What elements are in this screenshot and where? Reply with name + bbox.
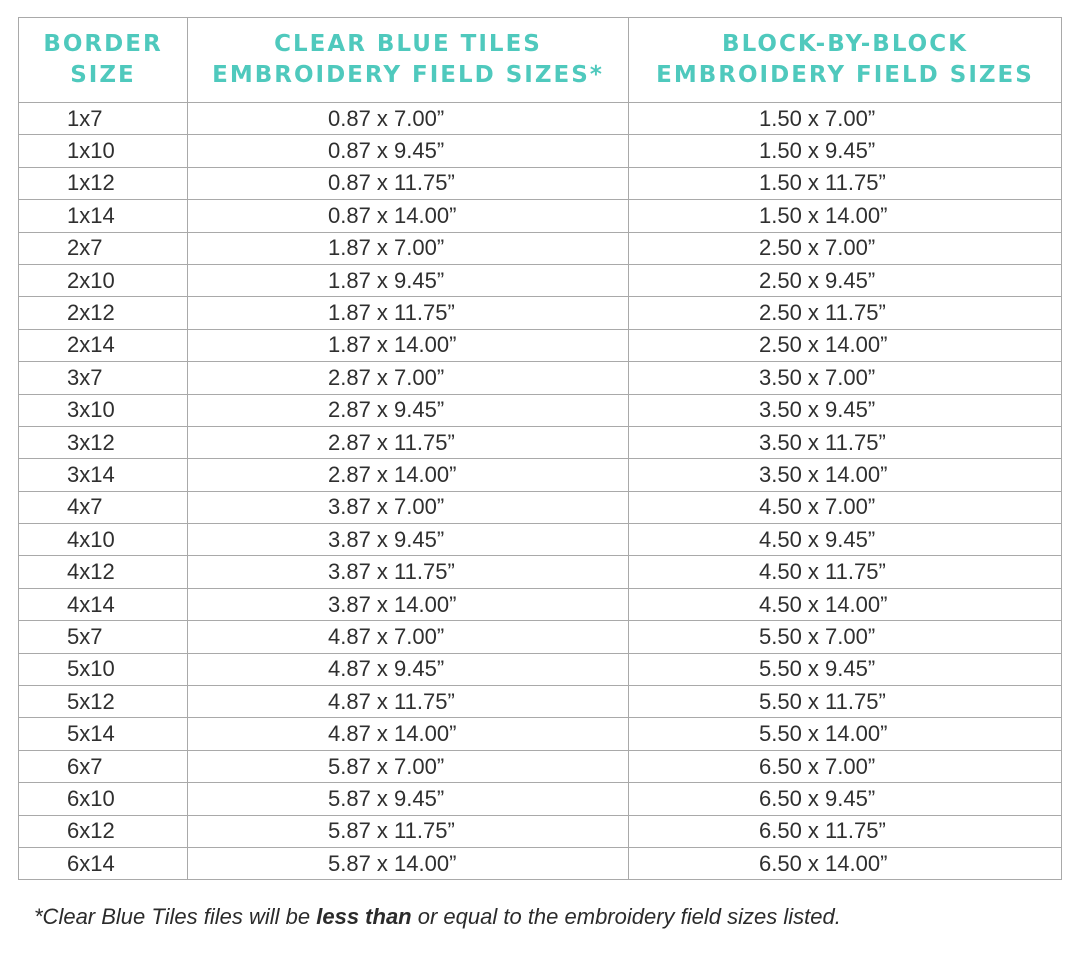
border-size-cell: 6x14 [19,847,188,879]
footnote-emphasis: less than [316,904,412,929]
table-row [19,815,1062,847]
border-size-cell: 4x12 [19,556,188,588]
table-row [19,167,1062,199]
block-by-block-size-cell: 2.50 x 11.75” [629,297,1062,329]
border-size-cell: 5x10 [19,653,188,685]
border-size-cell: 3x12 [19,426,188,458]
clear-blue-size-cell: 2.87 x 11.75” [188,426,629,458]
block-by-block-size-cell: 6.50 x 11.75” [629,815,1062,847]
clear-blue-size-cell: 0.87 x 14.00” [188,200,629,232]
block-by-block-size-cell: 2.50 x 14.00” [629,329,1062,361]
header-clear-blue-line2: EMBROIDERY FIELD SIZES* [212,62,604,88]
border-size-cell: 1x12 [19,167,188,199]
clear-blue-size-cell: 5.87 x 11.75” [188,815,629,847]
block-by-block-size-cell: 4.50 x 14.00” [629,588,1062,620]
table-row [19,362,1062,394]
clear-blue-size-cell: 0.87 x 11.75” [188,167,629,199]
clear-blue-size-cell: 1.87 x 11.75” [188,297,629,329]
clear-blue-size-cell: 4.87 x 9.45” [188,653,629,685]
table-row [19,103,1062,135]
clear-blue-size-cell: 0.87 x 9.45” [188,135,629,167]
block-by-block-size-cell: 6.50 x 7.00” [629,750,1062,782]
border-size-cell: 5x7 [19,621,188,653]
table-row [19,621,1062,653]
border-size-cell: 2x10 [19,264,188,296]
border-size-cell: 6x10 [19,783,188,815]
clear-blue-size-cell: 3.87 x 9.45” [188,524,629,556]
block-by-block-size-cell: 5.50 x 9.45” [629,653,1062,685]
table-body [19,103,1062,880]
block-by-block-size-cell: 6.50 x 14.00” [629,847,1062,879]
border-size-cell: 4x14 [19,588,188,620]
footnote [34,904,841,930]
clear-blue-size-cell: 2.87 x 14.00” [188,459,629,491]
block-by-block-size-cell: 1.50 x 7.00” [629,103,1062,135]
size-chart [18,17,1061,880]
block-by-block-size-cell: 4.50 x 7.00” [629,491,1062,523]
border-size-cell: 2x7 [19,232,188,264]
border-size-cell: 6x7 [19,750,188,782]
table-row [19,297,1062,329]
header-clear-blue-tiles [188,18,629,103]
table-row [19,653,1062,685]
clear-blue-size-cell: 4.87 x 11.75” [188,686,629,718]
border-size-cell: 1x14 [19,200,188,232]
block-by-block-size-cell: 3.50 x 11.75” [629,426,1062,458]
table-row [19,847,1062,879]
table-row [19,264,1062,296]
clear-blue-size-cell: 4.87 x 7.00” [188,621,629,653]
border-size-cell: 3x7 [19,362,188,394]
block-by-block-size-cell: 4.50 x 9.45” [629,524,1062,556]
clear-blue-size-cell: 2.87 x 7.00” [188,362,629,394]
table-header-row [19,18,1062,103]
table-row [19,394,1062,426]
border-size-cell: 6x12 [19,815,188,847]
embroidery-size-table [18,17,1062,880]
clear-blue-size-cell: 5.87 x 9.45” [188,783,629,815]
clear-blue-size-cell: 3.87 x 14.00” [188,588,629,620]
block-by-block-size-cell: 2.50 x 7.00” [629,232,1062,264]
block-by-block-size-cell: 5.50 x 7.00” [629,621,1062,653]
table-row [19,491,1062,523]
border-size-cell: 2x12 [19,297,188,329]
clear-blue-size-cell: 4.87 x 14.00” [188,718,629,750]
header-block-line1: BLOCK-BY-BLOCK [722,31,968,57]
block-by-block-size-cell: 3.50 x 14.00” [629,459,1062,491]
table-row [19,135,1062,167]
clear-blue-size-cell: 5.87 x 7.00” [188,750,629,782]
clear-blue-size-cell: 0.87 x 7.00” [188,103,629,135]
header-border-size [19,18,188,103]
border-size-cell: 2x14 [19,329,188,361]
block-by-block-size-cell: 3.50 x 7.00” [629,362,1062,394]
table-row [19,329,1062,361]
table-row [19,459,1062,491]
header-border-size-line2: SIZE [70,62,136,88]
clear-blue-size-cell: 1.87 x 7.00” [188,232,629,264]
table-row [19,783,1062,815]
clear-blue-size-cell: 5.87 x 14.00” [188,847,629,879]
border-size-cell: 1x10 [19,135,188,167]
clear-blue-size-cell: 3.87 x 11.75” [188,556,629,588]
border-size-cell: 4x10 [19,524,188,556]
border-size-cell: 4x7 [19,491,188,523]
block-by-block-size-cell: 5.50 x 11.75” [629,686,1062,718]
border-size-cell: 5x14 [19,718,188,750]
table-row [19,686,1062,718]
table-row [19,524,1062,556]
table-row [19,750,1062,782]
header-clear-blue-line1: CLEAR BLUE TILES [274,31,542,57]
header-border-size-line1: BORDER [43,31,163,57]
clear-blue-size-cell: 1.87 x 14.00” [188,329,629,361]
header-block-line2: EMBROIDERY FIELD SIZES [656,62,1034,88]
table-row [19,556,1062,588]
header-block-by-block [629,18,1062,103]
table-row [19,232,1062,264]
border-size-cell: 3x10 [19,394,188,426]
border-size-cell: 5x12 [19,686,188,718]
footnote-text-start: *Clear Blue Tiles files will be [34,904,317,929]
block-by-block-size-cell: 1.50 x 14.00” [629,200,1062,232]
block-by-block-size-cell: 1.50 x 11.75” [629,167,1062,199]
border-size-cell: 1x7 [19,103,188,135]
table-row [19,718,1062,750]
footnote-text-end: or equal to the embroidery field sizes listed. [411,904,841,929]
block-by-block-size-cell: 2.50 x 9.45” [629,264,1062,296]
border-size-cell: 3x14 [19,459,188,491]
table-row [19,588,1062,620]
clear-blue-size-cell: 3.87 x 7.00” [188,491,629,523]
block-by-block-size-cell: 3.50 x 9.45” [629,394,1062,426]
clear-blue-size-cell: 2.87 x 9.45” [188,394,629,426]
block-by-block-size-cell: 6.50 x 9.45” [629,783,1062,815]
clear-blue-size-cell: 1.87 x 9.45” [188,264,629,296]
table-row [19,426,1062,458]
table-row [19,200,1062,232]
block-by-block-size-cell: 5.50 x 14.00” [629,718,1062,750]
block-by-block-size-cell: 4.50 x 11.75” [629,556,1062,588]
block-by-block-size-cell: 1.50 x 9.45” [629,135,1062,167]
